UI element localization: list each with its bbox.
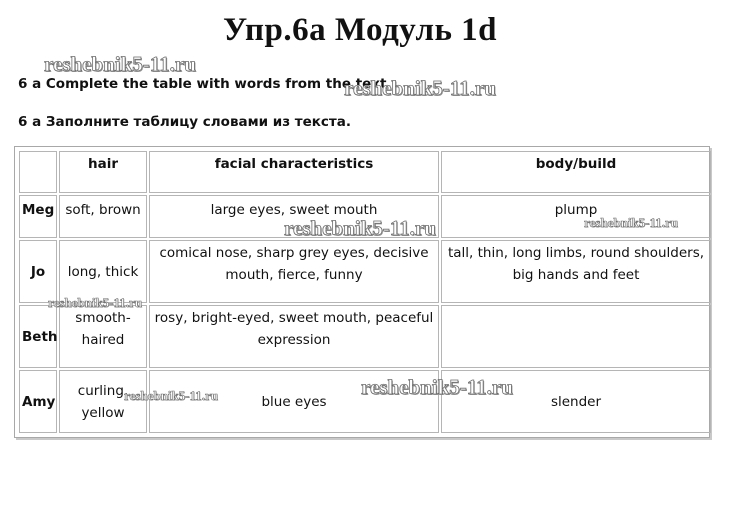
cell-hair: soft, brown [59, 195, 147, 238]
header-hair: hair [59, 151, 147, 193]
header-corner [19, 151, 57, 193]
row-name: Beth [19, 305, 57, 368]
watermark: reshebnik5-11.ru [44, 52, 196, 76]
table-row [19, 240, 711, 303]
watermark: reshebnik5-11.ru [344, 76, 496, 100]
row-name: Amy [19, 370, 57, 433]
watermark: reshebnik5-11.ru [284, 216, 436, 240]
row-name: Jo [19, 240, 57, 303]
cell-body: plump [441, 195, 711, 238]
table-row [19, 305, 711, 368]
watermark: reshebnik5-11.ru [124, 388, 219, 403]
task-instruction-russian: 6 а Заполните таблицу словами из текста. [18, 114, 351, 130]
cell-facial: rosy, bright-eyed, sweet mouth, peaceful expression [149, 305, 439, 368]
row-name: Meg [19, 195, 57, 238]
cell-facial: blue eyes [149, 370, 439, 433]
watermark: reshebnik5-11.ru [48, 295, 143, 310]
cell-hair: long, thick [59, 240, 147, 303]
page-title: Упр.6а Модуль 1d [222, 12, 498, 48]
header-facial-characteristics: facial characteristics [149, 151, 439, 193]
cell-body: tall, thin, long limbs, round shoulders, big hands and feet [441, 240, 711, 303]
cell-facial: comical nose, sharp grey eyes, decisive mouth, fierce, funny [149, 240, 439, 303]
cell-hair: smooth-haired [59, 305, 147, 368]
watermark: reshebnik5-11.ru [584, 215, 679, 230]
cell-hair: curling, yellow [59, 370, 147, 433]
header-body-build: body/build [441, 151, 711, 193]
cell-body [441, 305, 711, 368]
task-instruction-english: 6 a Complete the table with words from the text. [18, 76, 392, 92]
table-header-row [19, 151, 711, 193]
cell-body: slender [441, 370, 711, 433]
watermark: reshebnik5-11.ru [361, 375, 513, 399]
cell-facial: large eyes, sweet mouth [149, 195, 439, 238]
